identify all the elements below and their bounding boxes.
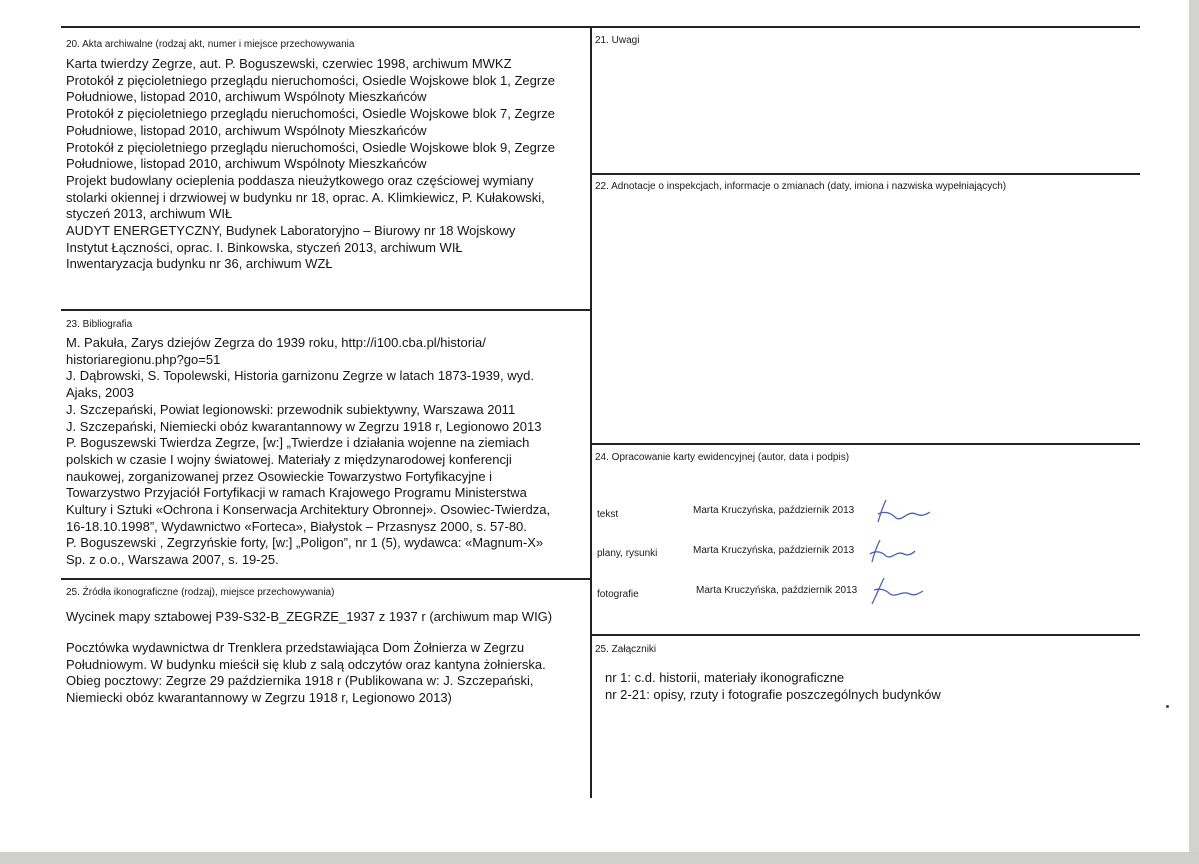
bibliography-line: Sp. z o.o., Warszawa 2007, s. 19-25. (66, 552, 279, 568)
bibliography-line: 16-18.10.1998”, Wydawnictwo «Forteca», Białystok – Przasnysz 2000, s. 57-80. (66, 518, 527, 534)
archive-line: Instytut Łączności, oprac. I. Binkowska, styczeń 2013, archiwum WIŁ (66, 239, 463, 255)
bibliography-line: Towarzystwo Przyjaciół Fortyfikacji w ramach Krajowego Programu Ministerstwa (66, 485, 527, 501)
rule-left-25 (61, 578, 590, 580)
bibliography-line: Kultury i Sztuki «Ochrona i Konserwacja Architektury Obronnej». Osowiec-Twierdza, (66, 502, 551, 518)
archive-line: Południowe, listopad 2010, archiwum Wspólnoty Mieszkańców (66, 122, 427, 138)
rule-right-24 (592, 443, 1140, 445)
row-label-tekst: tekst (597, 509, 619, 520)
bibliography-line: polskich w czasie I wojny światowej. Materiały z międzynarodowej konferencji (66, 451, 512, 467)
row-value-plany: Marta Kruczyńska, październik 2013 (693, 545, 855, 556)
archive-line: Południowe, listopad 2010, archiwum Wspólnoty Mieszkańców (66, 156, 427, 172)
section-24-header: 24. Opracowanie karty ewidencyjnej (autor, data i podpis) (595, 452, 850, 463)
bibliography-line: historiaregionu.php?go=51 (66, 351, 221, 367)
bibliography-line: J. Dąbrowski, S. Topolewski, Historia garnizonu Zegrze w latach 1873-1939, wyd. (66, 368, 534, 384)
scan-speck (1166, 705, 1169, 708)
bibliography-line: naukowej, zorganizowanej przez Osowieckie Towarzystwo Fortyfikacyjne i (66, 468, 493, 484)
section-20-header: 20. Akta archiwalne (rodzaj akt, numer i miejsce przechowywania (66, 39, 355, 50)
signature-tekst (872, 496, 932, 526)
rule-left-23 (61, 309, 590, 311)
archive-line: Inwentaryzacja budynku nr 36, archiwum WZŁ (66, 256, 333, 272)
bibliography-line: J. Szczepański, Niemiecki obóz kwarantannowy w Zegrzu 1918 r, Legionowo 2013 (66, 418, 542, 434)
row-label-fotografie: fotografie (597, 589, 639, 600)
row-label-plany: plany, rysunki (597, 548, 658, 559)
iconography-line: Pocztówka wydawnictwa dr Trenklera przedstawiająca Dom Żołnierza w Zegrzu (66, 640, 525, 655)
archive-line: Protokół z pięcioletniego przeglądu nieruchomości, Osiedle Wojskowe blok 7, Zegrze (66, 106, 555, 122)
scan-edge-right (1189, 0, 1199, 864)
bibliography-line: M. Pakuła, Zarys dziejów Zegrza do 1939 roku, http://i100.cba.pl/historia/ (66, 335, 486, 350)
archive-line: Karta twierdzy Zegrze, aut. P. Boguszewski, czerwiec 1998, archiwum MWKZ (66, 56, 512, 71)
signature-fotografie (868, 576, 924, 606)
section-25-item-2 (66, 640, 546, 707)
section-25-item-1: Wycinek mapy sztabowej P39-S32-B_ZEGRZE_1937 z 1937 r (archiwum map WIG) (66, 609, 553, 624)
section-21-header: 21. Uwagi (595, 35, 640, 46)
iconography-line: Niemiecki obóz kwarantannowy w Zegrzu 1918 r, Legionowo 2013) (66, 690, 452, 706)
section-20-body (66, 56, 555, 273)
bibliography-line: P. Boguszewski , Zegrzyńskie forty, [w:] „Poligon”, nr 1 (5), wydawca: «Magnum-X» (66, 535, 544, 551)
top-rule (61, 26, 1140, 28)
iconography-line: Obieg pocztowy: Zegrze 29 października 1918 r (Publikowana w: J. Szczepański, (66, 673, 534, 689)
archive-line: Protokół z pięcioletniego przeglądu nieruchomości, Osiedle Wojskowe blok 1, Zegrze (66, 72, 555, 88)
attachment-line: nr 2-21: opisy, rzuty i fotografie poszczególnych budynków (605, 686, 941, 702)
archive-line: stolarki okiennej i drzwiowej w budynku nr 18, oprac. A. Klimkiewicz, P. Kułakowski, (66, 189, 545, 205)
archive-line: AUDYT ENERGETYCZNY, Budynek Laboratoryjno – Biurowy nr 18 Wojskowy (66, 223, 516, 239)
archive-line: Projekt budowlany ocieplenia poddasza nieużytkowego oraz częściowej wymiany (66, 172, 534, 188)
center-divider (590, 27, 592, 798)
attachment-line: nr 1: c.d. historii, materiały ikonograficzne (605, 670, 845, 685)
rule-right-22 (592, 173, 1140, 175)
row-value-fotografie: Marta Kruczyńska, październik 2013 (696, 585, 858, 596)
iconography-line: Południowym. W budynku mieścił się klub z salą odczytów oraz kantyna żołnierska. (66, 656, 546, 672)
archive-line: Południowe, listopad 2010, archiwum Wspólnoty Mieszkańców (66, 89, 427, 105)
attachments-header: 25. Załączniki (595, 644, 657, 655)
section-25-header: 25. Źródła ikonograficzne (rodzaj), miejsce przechowywania) (66, 587, 335, 598)
bibliography-line: Ajaks, 2003 (66, 385, 134, 401)
bibliography-line: J. Szczepański, Powiat legionowski: przewodnik subiektywny, Warszawa 2011 (66, 401, 516, 417)
section-22-header: 22. Adnotacje o inspekcjach, informacje o zmianach (daty, imiona i nazwiska wypełniających) (595, 181, 1007, 192)
scan-edge-bottom (0, 852, 1199, 864)
bibliography-line: P. Boguszewski Twierdza Zegrze, [w:] „Twierdze i działania wojenne na ziemiach (66, 435, 530, 451)
section-23-header: 23. Bibliografia (66, 319, 133, 330)
archive-line: styczeń 2013, archiwum WIŁ (66, 206, 233, 222)
row-value-tekst: Marta Kruczyńska, październik 2013 (693, 505, 855, 516)
rule-right-25 (592, 634, 1140, 636)
section-23-body (66, 335, 550, 569)
signature-plany (866, 538, 916, 564)
attachments-body (605, 670, 941, 703)
archive-line: Protokół z pięcioletniego przeglądu nieruchomości, Osiedle Wojskowe blok 9, Zegrze (66, 139, 555, 155)
